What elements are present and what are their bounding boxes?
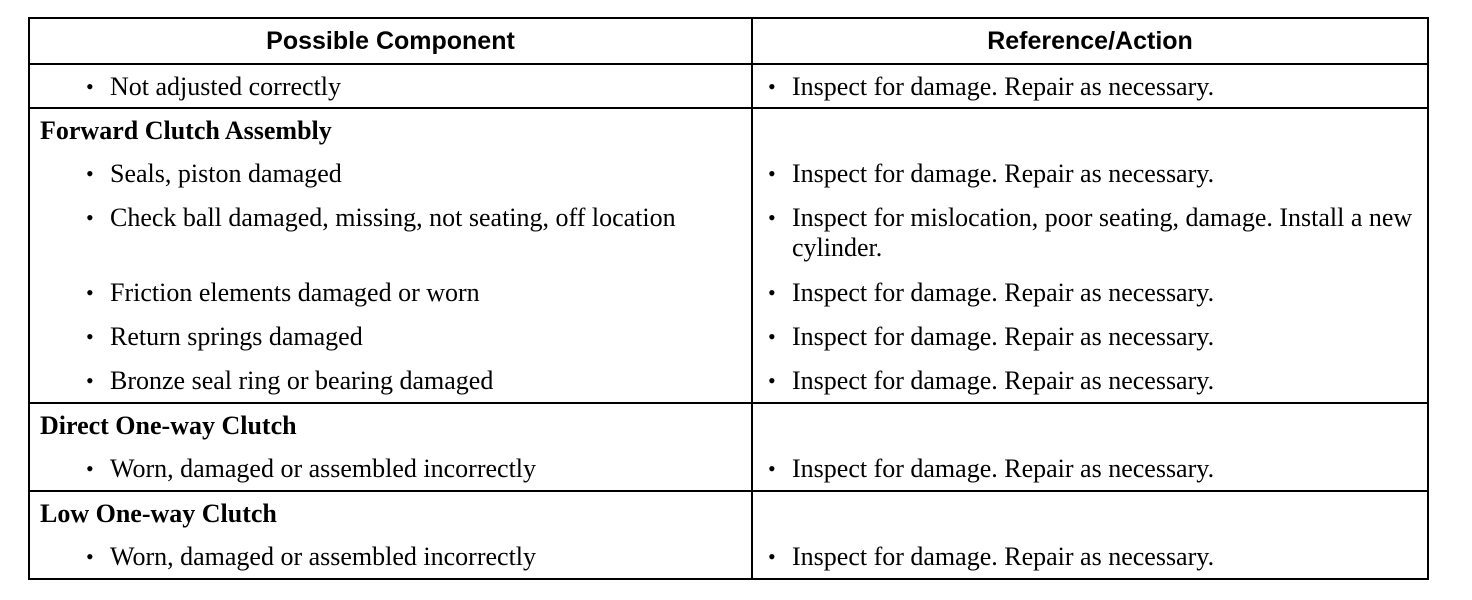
component-text: Return springs damaged (110, 322, 363, 351)
action-text: Inspect for damage. Repair as necessary. (792, 542, 1215, 571)
component-item (38, 542, 743, 572)
component-text: Worn, damaged or assembled incorrectly (110, 542, 537, 571)
action-item (761, 159, 1419, 189)
action-item (761, 322, 1419, 352)
section-title: Direct One-way Clutch (29, 403, 752, 447)
action-cell (752, 152, 1428, 196)
component-cell (29, 152, 752, 196)
empty-cell (752, 403, 1428, 447)
section-header-row (29, 403, 1428, 447)
action-text: Inspect for damage. Repair as necessary. (792, 159, 1215, 188)
table-row (29, 271, 1428, 315)
bullet-icon: • (86, 205, 94, 230)
action-cell (752, 535, 1428, 579)
component-text: Check ball damaged, missing, not seating, off location (110, 203, 676, 232)
component-cell (29, 271, 752, 315)
action-item (761, 72, 1419, 102)
component-item (38, 366, 743, 396)
bullet-icon: • (86, 456, 94, 481)
table-row (29, 196, 1428, 271)
header-possible-component: Possible Component (29, 18, 752, 64)
component-text: Seals, piston damaged (110, 159, 342, 188)
action-item (761, 454, 1419, 484)
component-text: Not adjusted correctly (110, 72, 342, 101)
component-item (38, 278, 743, 308)
bullet-icon: • (768, 74, 776, 99)
component-cell (29, 196, 752, 271)
component-text: Bronze seal ring or bearing damaged (110, 366, 494, 395)
table-row (29, 447, 1428, 491)
component-item (38, 72, 743, 102)
component-text: Friction elements damaged or worn (110, 278, 480, 307)
bullet-icon: • (768, 280, 776, 305)
action-text: Inspect for mislocation, poor seating, damage. Install a new cylinder. (792, 203, 1413, 262)
component-cell (29, 64, 752, 108)
bullet-icon: • (768, 456, 776, 481)
bullet-icon: • (86, 368, 94, 393)
bullet-icon: • (768, 544, 776, 569)
empty-cell (752, 108, 1428, 152)
table-row (29, 535, 1428, 579)
bullet-icon: • (768, 205, 776, 230)
bullet-icon: • (86, 161, 94, 186)
component-cell (29, 535, 752, 579)
section-title: Forward Clutch Assembly (29, 108, 752, 152)
table-header-row (29, 18, 1428, 64)
bullet-icon: • (86, 544, 94, 569)
table-row (29, 315, 1428, 359)
table-row (29, 152, 1428, 196)
table-row (29, 359, 1428, 403)
action-cell (752, 64, 1428, 108)
action-cell (752, 359, 1428, 403)
bullet-icon: • (86, 74, 94, 99)
bullet-icon: • (768, 161, 776, 186)
section-title: Low One-way Clutch (29, 491, 752, 535)
component-text: Worn, damaged or assembled incorrectly (110, 454, 537, 483)
action-text: Inspect for damage. Repair as necessary. (792, 278, 1215, 307)
section-header-row (29, 491, 1428, 535)
action-cell (752, 447, 1428, 491)
action-cell (752, 196, 1428, 271)
action-item (761, 278, 1419, 308)
empty-cell (752, 491, 1428, 535)
section-header-row (29, 108, 1428, 152)
action-item (761, 366, 1419, 396)
header-reference-action: Reference/Action (752, 18, 1428, 64)
bullet-icon: • (86, 324, 94, 349)
component-item (38, 322, 743, 352)
bullet-icon: • (768, 324, 776, 349)
component-cell (29, 315, 752, 359)
action-cell (752, 315, 1428, 359)
action-item (761, 542, 1419, 572)
component-cell (29, 359, 752, 403)
action-text: Inspect for damage. Repair as necessary. (792, 322, 1215, 351)
table-row (29, 64, 1428, 108)
action-text: Inspect for damage. Repair as necessary. (792, 454, 1215, 483)
diagnostic-table (28, 17, 1429, 580)
component-cell (29, 447, 752, 491)
action-item (761, 203, 1419, 263)
component-item (38, 454, 743, 484)
bullet-icon: • (86, 280, 94, 305)
component-item (38, 159, 743, 189)
action-text: Inspect for damage. Repair as necessary. (792, 72, 1215, 101)
component-item (38, 203, 743, 233)
action-cell (752, 271, 1428, 315)
action-text: Inspect for damage. Repair as necessary. (792, 366, 1215, 395)
bullet-icon: • (768, 368, 776, 393)
